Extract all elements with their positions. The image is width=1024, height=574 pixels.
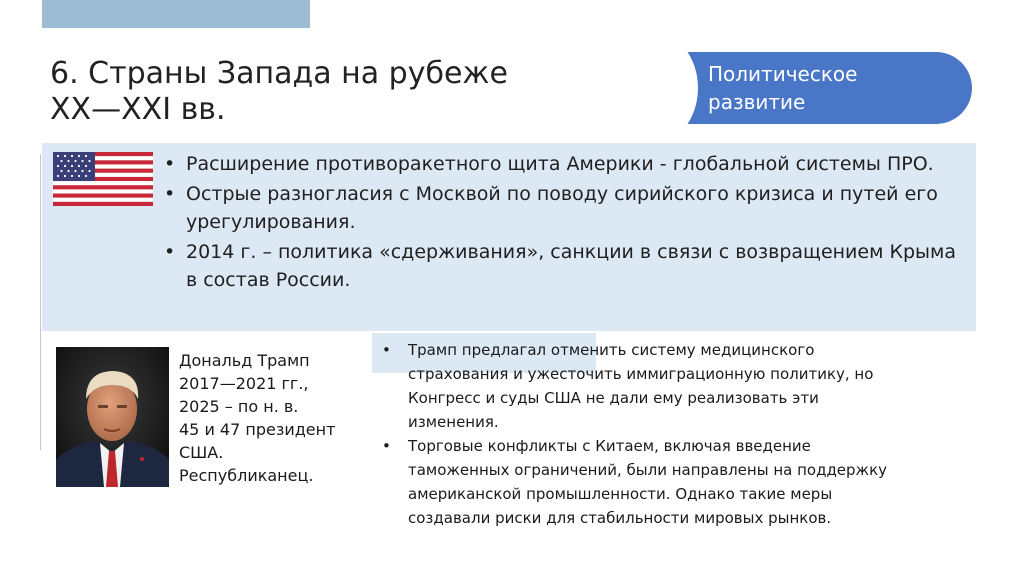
usa-flag-icon [53,152,153,206]
top-accent-bar [42,0,310,28]
slide-title-line-1: 6. Страны Запада на рубеже [50,56,508,91]
trump-policy-list [382,338,902,530]
usa-policy-list [160,150,960,296]
section-label-line-1: Политическое [708,62,858,86]
list-item: • Трамп предлагал отменить систему медицинского страхования и ужесточить иммиграционную политику, но Конгресс и суды США не дали ему реализовать эти изменения. [382,338,902,434]
president-bio [179,349,369,487]
bio-term-2: 2025 – по н. в. [179,397,299,416]
list-item: • Торговые конфликты с Китаем, включая введение таможенных ограничений, были направлены на поддержку американской промышленности. Однако такие меры создавали риски для стабильности мировых рынков. [382,434,902,530]
section-label-line-2: развитие [708,90,806,114]
bio-name: Дональд Трамп [179,351,310,370]
list-item: • Расширение противоракетного щита Америки - глобальной системы ПРО. [160,150,960,178]
trump-portrait [56,347,169,487]
bio-party: Республиканец. [179,466,314,485]
bio-country: США. [179,443,224,462]
section-label [648,52,972,124]
bio-term-1: 2017—2021 гг., [179,374,309,393]
list-item: • Острые разногласия с Москвой по поводу сирийского кризиса и путей его урегулирования. [160,180,960,236]
slide-title [50,56,610,128]
slide-title-line-2: XX—XXI вв. [50,92,226,127]
left-divider [40,154,41,450]
bio-role: 45 и 47 президент [179,420,336,439]
list-item: • 2014 г. – политика «сдерживания», санкции в связи с возвращением Крыма в состав России. [160,238,960,294]
